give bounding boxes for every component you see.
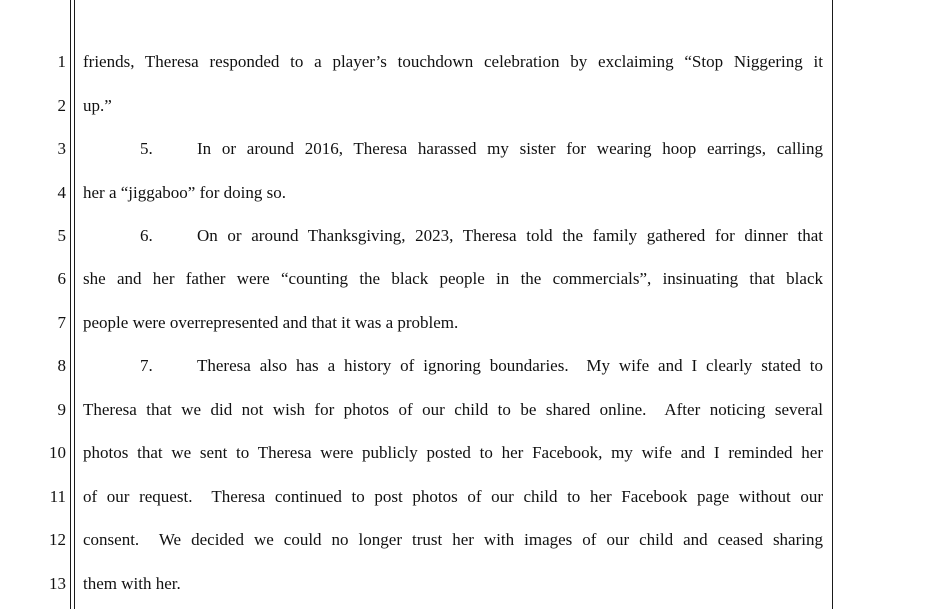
text-line: photos that we sent to Theresa were publicly posted to her Facebook, my wife and I reminded her: [83, 443, 823, 462]
line-number: 7: [57, 313, 66, 332]
line-number: 6: [57, 269, 66, 288]
line-number: 13: [49, 574, 66, 593]
line-number: 10: [49, 443, 66, 462]
text-line: of our request. Theresa continued to post photos of our child to her Facebook page without our: [83, 487, 823, 506]
text-line: Theresa also has a history of ignoring boundaries. My wife and I clearly stated to: [197, 356, 823, 375]
line-number: 1: [57, 52, 66, 71]
right-margin-rule: [832, 0, 833, 609]
text-line: consent. We decided we could no longer trust her with images of our child and ceased sharing: [83, 530, 823, 549]
text-line: friends, Theresa responded to a player’s touchdown celebration by exclaiming “Stop Niggering it: [83, 52, 823, 71]
paragraph-number: 7.: [140, 356, 153, 375]
line-number: 9: [57, 400, 66, 419]
line-number: 11: [49, 487, 66, 506]
line-number: 8: [57, 356, 66, 375]
line-number: 5: [57, 226, 66, 245]
paragraph-number: 5.: [140, 139, 153, 158]
text-line: she and her father were “counting the black people in the commercials”, insinuating that black: [83, 269, 823, 288]
text-line: up.”: [83, 96, 112, 115]
left-margin-rule-inner: [74, 0, 75, 609]
text-line: her a “jiggaboo” for doing so.: [83, 183, 286, 202]
text-line: them with her.: [83, 574, 181, 593]
paragraph-number: 6.: [140, 226, 153, 245]
line-number: 4: [57, 183, 66, 202]
text-line: people were overrepresented and that it was a problem.: [83, 313, 459, 332]
left-margin-rule: [70, 0, 71, 609]
line-number: 12: [49, 530, 66, 549]
text-line: In or around 2016, Theresa harassed my sister for wearing hoop earrings, calling: [197, 139, 823, 158]
text-line: Theresa that we did not wish for photos of our child to be shared online. After noticing several: [83, 400, 823, 419]
line-number: 3: [57, 139, 66, 158]
line-number: 2: [57, 96, 66, 115]
text-line: On or around Thanksgiving, 2023, Theresa told the family gathered for dinner that: [197, 226, 823, 245]
